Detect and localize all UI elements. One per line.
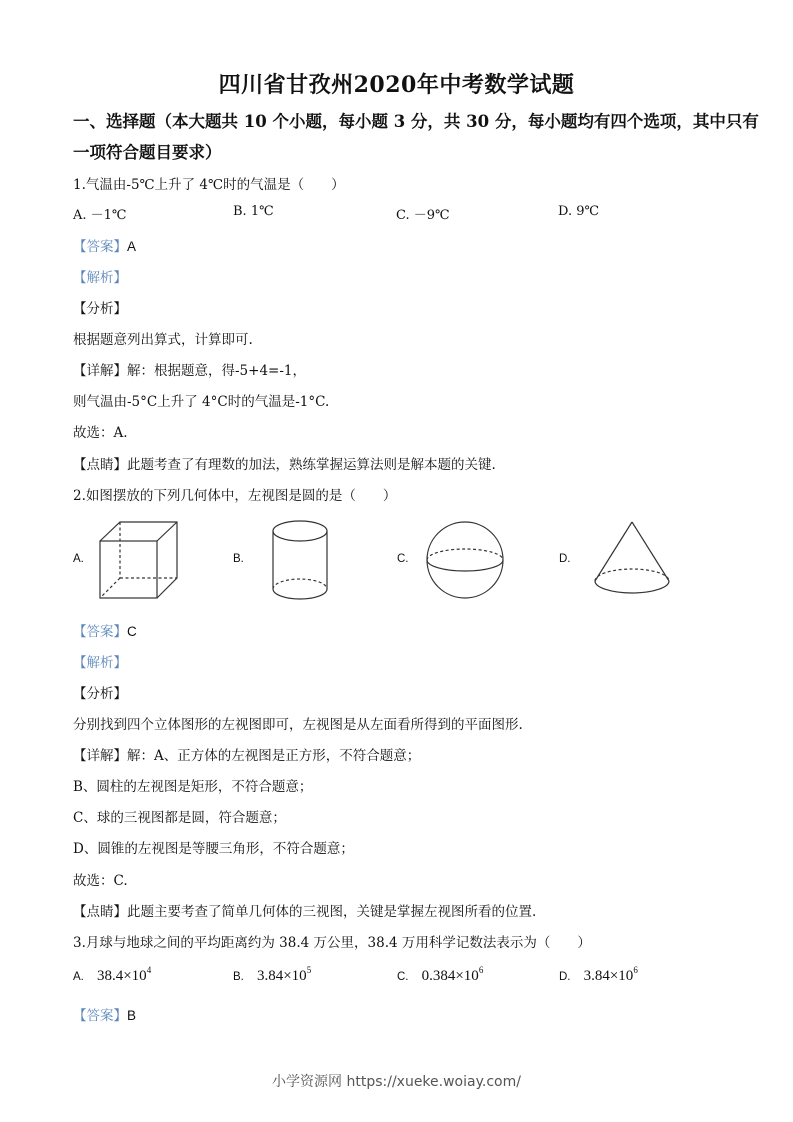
section-heading-line2: 一项符合题目要求） <box>73 143 222 162</box>
q2-stem: 2.如图摆放的下列几何体中，左视图是圆的是（ ） <box>73 488 397 504</box>
q1-stem: 1.气温由-5℃上升了 4℃时的气温是（ ） <box>73 177 345 193</box>
footer-watermark: 小学资源网 https://xueke.woiay.com/ <box>272 1074 521 1090</box>
answer-tag: 【答案】 <box>73 624 127 640</box>
q1-conclusion: 故选：A. <box>73 425 128 441</box>
q1-detail-text: 解：根据题意，得-5+4=-1， <box>127 363 307 379</box>
q1-detail-line: 则气温由-5°C上升了 4°C时的气温是-1°C. <box>73 394 330 410</box>
q2-fenxi-text: 分别找到四个立体图形的左视图即可，左视图是从左面看所得到的平面图形. <box>73 717 523 733</box>
q1-comment-text: 此题考查了有理数的加法，熟练掌握运算法则是解本题的关键. <box>127 457 496 473</box>
detail-tag: 【详解】 <box>73 748 127 764</box>
q2-comment-text: 此题主要考查了简单几何体的三视图，关键是掌握左视图所看的位置. <box>127 904 537 920</box>
q2-figure-label-d: D. <box>559 553 571 565</box>
q3-option-c: C. $0.384\times 10^6$ <box>397 965 484 984</box>
q1-option-b: B. 1℃ <box>233 204 274 219</box>
answer-tag: 【答案】 <box>73 239 127 255</box>
q1-answer <box>73 235 136 255</box>
cylinder-figure <box>273 521 327 599</box>
q1-fenxi-text: 根据题意列出算式，计算即可. <box>73 332 253 348</box>
sphere-figure <box>427 522 503 598</box>
q1-option-d: D. 9℃ <box>558 204 600 219</box>
q3-option-b: B. $3.84\times 10^5$ <box>233 965 312 984</box>
q1-answer-value: A <box>127 239 137 254</box>
q2-detail-text: 解：A、正方体的左视图是正方形，不符合题意； <box>127 748 421 764</box>
cube-figure <box>100 522 177 598</box>
q2-figure-label-a: A. <box>73 553 84 565</box>
q2-detail-line-b: B、圆柱的左视图是矩形，不符合题意； <box>73 779 313 795</box>
q3-answer <box>73 1004 136 1024</box>
q1-analysis-tag: 【解析】 <box>73 270 127 286</box>
q2-fenxi-tag: 【分析】 <box>73 686 127 702</box>
q3-option-a: A. $38.4\times 10^4$ <box>73 965 152 984</box>
comment-tag: 【点睛】 <box>73 904 127 920</box>
answer-tag: 【答案】 <box>73 1008 127 1024</box>
q1-comment <box>73 453 496 473</box>
q1-option-c: C. －9℃ <box>396 208 450 223</box>
q2-conclusion: 故选：C. <box>73 873 128 889</box>
q1-detail <box>73 359 306 379</box>
section-heading-line1: 一、选择题（本大题共 10 个小题，每小题 3 分，共 30 分，每小题均有四个选项，其中只有 <box>73 112 759 131</box>
q2-comment <box>73 900 536 920</box>
q2-figure-label-b: B. <box>233 553 244 565</box>
q2-figure-label-c: C. <box>397 553 409 565</box>
q2-detail-line-d: D、圆锥的左视图是等腰三角形，不符合题意； <box>73 841 354 857</box>
q1-option-a: A. －1℃ <box>73 208 127 223</box>
q2-detail <box>73 744 420 764</box>
q2-answer-value: C <box>127 624 137 639</box>
q3-stem: 3.月球与地球之间的平均距离约为 38.4 万公里，38.4 万用科学记数法表示为（ ） <box>73 935 591 951</box>
q2-answer <box>73 620 137 640</box>
detail-tag: 【详解】 <box>73 363 127 379</box>
q2-detail-line-c: C、球的三视图都是圆，符合题意； <box>73 810 286 826</box>
q3-option-d: D. $3.84\times 10^6$ <box>559 965 638 984</box>
q3-answer-value: B <box>127 1008 137 1023</box>
q2-analysis-tag: 【解析】 <box>73 655 127 671</box>
comment-tag: 【点睛】 <box>73 457 127 473</box>
cone-figure <box>595 522 669 593</box>
q2-figures <box>0 510 793 605</box>
q1-fenxi-tag: 【分析】 <box>73 301 127 317</box>
page-title: 四川省甘孜州2020年中考数学试题 <box>218 72 575 98</box>
